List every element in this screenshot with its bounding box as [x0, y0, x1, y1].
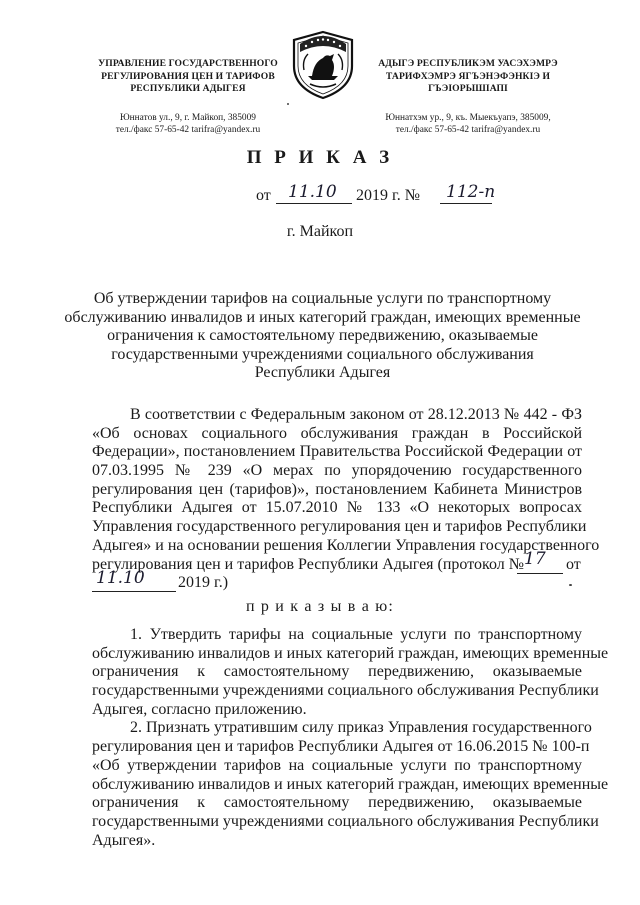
preamble-line: регулирования цен (тарифов)», постановлением Кабинета Министров [92, 480, 582, 498]
org-name-ady-line-2: ТАРИФХЭМРЭ ЯГЪЭНЭФЭНКIЭ И [385, 70, 551, 82]
org-name-ady-line-1: АДЫГЭ РЕСПУБЛИКЭМ УАСЭХЭМРЭ [378, 58, 558, 69]
number-handwritten: 112-п [446, 182, 496, 202]
protocol-date-line [92, 568, 582, 593]
address-ady: Юннатхэм ур., 9, къ. Мыекъуапэ, 385009, [385, 112, 551, 123]
item-2-line: 2. Признать утратившим силу приказ Управления государственного [130, 719, 592, 737]
preamble-line: 07.03.1995 № 239 «О мерах по упорядочению государственного [92, 462, 582, 480]
preamble-line: Республики Адыгея от 15.07.2010 № 133 «О некоторых вопросах [92, 499, 582, 517]
item-1-line: ограничения к самостоятельному передвижению, оказываемые [92, 663, 582, 681]
scan-speck [569, 584, 572, 586]
item-2-line: Адыгея». [92, 831, 156, 849]
header-right-ady [352, 58, 584, 136]
protocol-prefix: регулирования цен и тарифов Республики Адыгея (протокол № [92, 555, 524, 573]
subject-line: Республики Адыгея [254, 364, 391, 382]
item-2-line: ограничения к самостоятельному передвижению, оказываемые [92, 794, 582, 812]
subject-line: ограничения к самостоятельному передвижению, оказываемые [107, 327, 538, 345]
protocol-date-handwritten: 11.10 [96, 568, 145, 589]
header-left-ru [72, 58, 304, 136]
date-prefix: от [256, 187, 271, 204]
protocol-year: 2019 г.) [178, 574, 229, 592]
item-1-line: Адыгея, согласно приложению. [92, 700, 307, 718]
document-title: П Р И К А З [246, 147, 394, 168]
scan-speck [287, 103, 289, 105]
org-name-ru-line-2: РЕГУЛИРОВАНИЯ ЦЕН И ТАРИФОВ [101, 70, 275, 82]
protocol-date-underline [92, 591, 176, 592]
preamble-line: «Об основах социального обслуживания граждан в Российской [92, 424, 582, 442]
year-and-number-label: 2019 г. № [356, 187, 421, 204]
protocol-from: от [566, 555, 581, 573]
item-1-line: обслуживанию инвалидов и иных категорий граждан, имеющих временные [92, 644, 609, 662]
order-directive: п р и к а з ы в а ю: [245, 598, 395, 615]
number-underline [440, 203, 492, 204]
adygea-coat-of-arms-icon [290, 30, 356, 100]
preamble [92, 406, 600, 593]
protocol-line [92, 548, 582, 575]
preamble-line: Федерации», постановлением Правительства Российской Федерации от [92, 443, 582, 461]
contacts-ru: тел./факс 57-65-42 tarifra@yandex.ru [115, 124, 261, 135]
org-name-ady-line-3: ГЪЭIОРЫШIАПI [428, 83, 508, 94]
preamble-line: Адыгея» и на основании решения Коллегии Управления государственного [92, 536, 600, 554]
item-1-line: 1. Утвердить тарифы на социальные услуги по транспортному [130, 626, 582, 643]
subject-line: государственными учреждениями социального обслуживания [111, 345, 534, 363]
order-items [92, 626, 609, 850]
org-name-ru-line-1: УПРАВЛЕНИЕ ГОСУДАРСТВЕННОГО [98, 58, 278, 69]
item-2-line: государственными учреждениями социального обслуживания Республики [92, 812, 599, 830]
subject-line: обслуживанию инвалидов и иных категорий граждан, имеющих временные [64, 308, 581, 326]
item-2-line: «Об утверждении тарифов на социальные услуги по транспортному [92, 756, 582, 774]
address-ru: Юннатов ул., 9, г. Майкоп, 385009 [120, 112, 256, 123]
city: г. Майкоп [286, 223, 354, 240]
date-underline [276, 203, 352, 204]
item-1-line: государственными учреждениями социального обслуживания Республики [92, 682, 599, 700]
item-2-line: обслуживанию инвалидов и иных категорий граждан, имеющих временные [92, 775, 609, 793]
preamble-line: В соответствии с Федеральным законом от 28.12.2013 № 442 - ФЗ [130, 406, 582, 423]
item-2-line: регулирования цен и тарифов Республики Адыгея от 16.06.2015 № 100-п [92, 738, 590, 756]
order-subject [60, 290, 585, 383]
subject-line: Об утверждении тарифов на социальные услуги по транспортному [93, 290, 552, 307]
protocol-number-handwritten: 17 [524, 548, 546, 569]
org-name-ru-line-3: РЕСПУБЛИКИ АДЫГЕЯ [130, 83, 246, 94]
contacts-ady: тел./факс 57-65-42 tarifra@yandex.ru [395, 124, 541, 135]
preamble-line: Управления государственного регулирования цен и тарифов Республики [92, 518, 587, 536]
date-handwritten: 11.10 [288, 182, 337, 202]
